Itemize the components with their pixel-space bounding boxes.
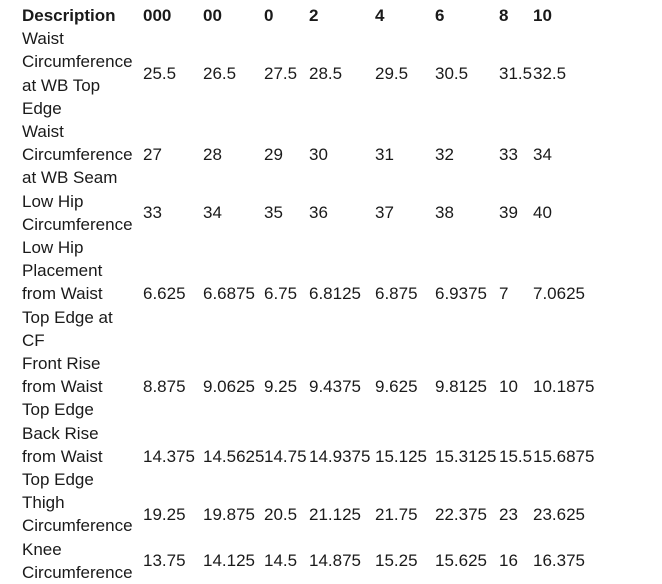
measurement-cell: 32.5 <box>533 64 567 83</box>
column-header-size: 6 <box>435 6 445 25</box>
measurement-cell: 9.25 <box>264 377 298 397</box>
size-chart-table <box>22 4 662 584</box>
row-description-line: from Waist <box>22 377 103 397</box>
table-row <box>22 352 662 422</box>
row-description-line: Thigh <box>22 493 65 513</box>
measurement-cell: 34 <box>203 203 222 223</box>
measurement-cell: 19.25 <box>143 504 186 524</box>
measurement-cell: 9.8125 <box>435 377 487 397</box>
column-header-size: 2 <box>309 6 319 25</box>
measurement-cell: 38 <box>435 203 454 223</box>
measurement-cell: 9.0625 <box>203 377 255 397</box>
column-header-size: 10 <box>533 6 552 25</box>
measurement-cell: 8.875 <box>143 377 186 397</box>
row-description-line: Back Rise <box>22 423 99 443</box>
measurement-cell: 33 <box>143 203 162 223</box>
row-description-line: Waist <box>22 29 64 49</box>
measurement-cell: 6.625 <box>143 284 186 304</box>
measurement-cell: 14.9375 <box>309 446 371 466</box>
row-description <box>22 190 143 236</box>
row-description-line: Waist <box>22 122 64 142</box>
measurement-cell: 35 <box>264 203 283 223</box>
measurement-cell: 16.375 <box>533 551 585 571</box>
column-header-description: Description <box>22 6 116 25</box>
measurement-cell: 31.5 <box>499 64 533 83</box>
measurement-cell: 7.0625 <box>533 284 585 304</box>
row-description-line: Low Hip <box>22 191 84 211</box>
row-description-line: from Waist <box>22 284 103 304</box>
measurement-cell: 29.5 <box>375 64 409 83</box>
row-description <box>22 27 143 120</box>
row-description-line: at WB Top <box>22 75 101 95</box>
row-description-line: Top Edge at <box>22 307 113 327</box>
row-description-line: Top Edge <box>22 470 94 490</box>
measurement-cell: 29 <box>264 145 283 165</box>
measurement-cell: 40 <box>533 203 552 223</box>
row-description-line: Knee <box>22 539 62 559</box>
measurement-cell: 9.625 <box>375 377 418 397</box>
measurement-cell: 21.75 <box>375 504 418 524</box>
row-description <box>22 422 143 492</box>
measurement-cell: 39 <box>499 203 518 223</box>
measurement-cell: 28.5 <box>309 64 343 83</box>
measurement-cell: 14.375 <box>143 446 195 466</box>
table-row <box>22 236 662 352</box>
measurement-cell: 10.1875 <box>533 377 595 397</box>
measurement-cell: 15.625 <box>435 551 487 571</box>
measurement-cell: 6.8125 <box>309 284 361 304</box>
measurement-cell: 23.625 <box>533 504 585 524</box>
measurement-cell: 33 <box>499 145 518 165</box>
row-description-line: Edge <box>22 98 62 118</box>
row-description-line: Front Rise <box>22 354 101 374</box>
measurement-cell: 36 <box>309 203 328 223</box>
row-description <box>22 491 143 537</box>
row-description-line: CF <box>22 330 45 350</box>
measurement-cell: 15.6875 <box>533 446 595 466</box>
measurement-cell: 15.25 <box>375 551 418 571</box>
measurement-cell: 14.875 <box>309 551 361 571</box>
column-header-size: 8 <box>499 6 509 25</box>
row-description-line: Placement <box>22 261 103 281</box>
row-description-line: Circumference <box>22 145 133 165</box>
measurement-cell: 26.5 <box>203 64 237 83</box>
measurement-cell: 7 <box>499 284 509 304</box>
row-description <box>22 538 143 584</box>
table-row <box>22 120 662 190</box>
header-row <box>22 4 662 27</box>
measurement-cell: 10 <box>499 377 518 397</box>
measurement-cell: 9.4375 <box>309 377 361 397</box>
measurement-cell: 6.875 <box>375 284 418 304</box>
table-row <box>22 538 662 584</box>
measurement-cell: 15.125 <box>375 446 427 466</box>
measurement-cell: 14.75 <box>264 446 307 466</box>
row-description-line: Circumference <box>22 562 133 582</box>
measurement-cell: 13.75 <box>143 551 186 571</box>
measurement-cell: 27.5 <box>264 64 298 83</box>
measurement-cell: 19.875 <box>203 504 255 524</box>
measurement-cell: 34 <box>533 145 552 165</box>
table-row <box>22 491 662 537</box>
measurement-cell: 16 <box>499 551 518 571</box>
measurement-cell: 15.5 <box>499 446 533 466</box>
column-header-size: 00 <box>203 6 222 25</box>
row-description-line: from Waist <box>22 446 103 466</box>
row-description-line: Circumference <box>22 214 133 234</box>
measurement-cell: 23 <box>499 504 518 524</box>
measurement-cell: 6.75 <box>264 284 298 304</box>
measurement-cell: 31 <box>375 145 394 165</box>
row-description <box>22 236 143 352</box>
row-description-line: Circumference <box>22 516 133 536</box>
measurement-cell: 14.125 <box>203 551 255 571</box>
measurement-cell: 22.375 <box>435 504 487 524</box>
measurement-cell: 15.3125 <box>435 446 497 466</box>
row-description-line: Circumference <box>22 52 133 72</box>
column-header-size: 000 <box>143 6 172 25</box>
measurement-cell: 27 <box>143 145 162 165</box>
table-row <box>22 422 662 492</box>
measurement-cell: 32 <box>435 145 454 165</box>
measurement-cell: 6.9375 <box>435 284 487 304</box>
row-description <box>22 352 143 422</box>
measurement-cell: 14.5625 <box>203 446 265 466</box>
column-header-size: 4 <box>375 6 385 25</box>
row-description-line: Low Hip <box>22 238 84 258</box>
column-header-size: 0 <box>264 6 274 25</box>
measurement-cell: 37 <box>375 203 394 223</box>
table-body <box>22 27 662 584</box>
measurement-cell: 25.5 <box>143 64 177 83</box>
row-description-line: Top Edge <box>22 400 94 420</box>
measurement-cell: 28 <box>203 145 222 165</box>
measurement-cell: 20.5 <box>264 504 298 524</box>
measurement-cell: 30.5 <box>435 64 469 83</box>
row-description-line: at WB Seam <box>22 168 118 188</box>
measurement-cell: 14.5 <box>264 551 298 571</box>
measurement-cell: 30 <box>309 145 328 165</box>
table-row <box>22 27 662 120</box>
measurement-cell: 6.6875 <box>203 284 255 304</box>
table-row <box>22 190 662 236</box>
row-description <box>22 120 143 190</box>
measurement-cell: 21.125 <box>309 504 361 524</box>
